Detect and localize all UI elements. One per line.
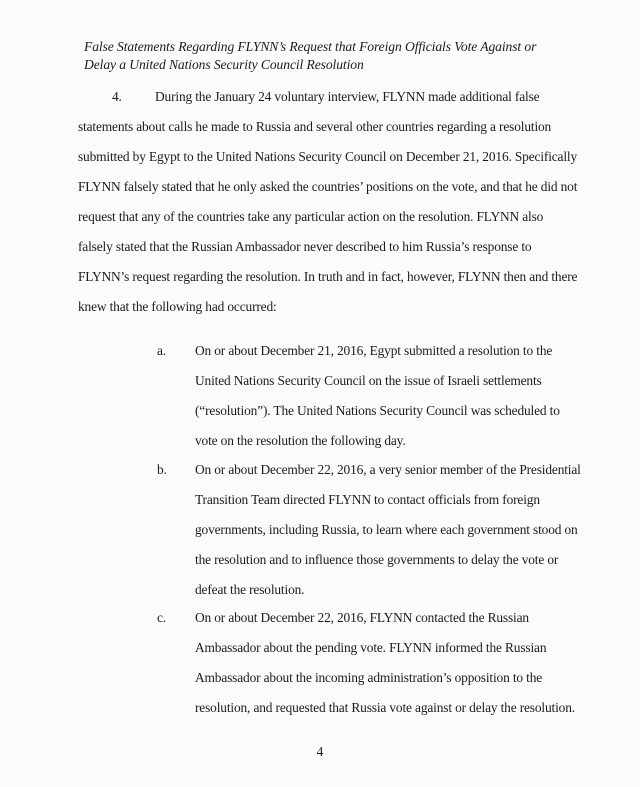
paragraph-line [78, 88, 583, 118]
subparagraph-line: (“resolution”). The United Nations Security Council was scheduled to [195, 403, 560, 418]
subparagraph-line: Ambassador about the incoming administration’s opposition to the [195, 670, 543, 685]
subparagraph-line: governments, including Russia, to learn where each government stood on [195, 522, 578, 537]
subparagraph-mark: b. [157, 462, 167, 477]
heading-line: False Statements Regarding FLYNN’s Request that Foreign Officials Vote Against or [84, 39, 537, 54]
paragraph-number: 4. [112, 89, 122, 104]
paragraph-line: falsely stated that the Russian Ambassador never described to him Russia’s response to [78, 239, 532, 254]
paragraph-line-text: During the January 24 voluntary interview, FLYNN made additional false [155, 89, 540, 104]
subparagraph-line: On or about December 22, 2016, a very senior member of the Presidential [195, 462, 581, 477]
paragraph-line: statements about calls he made to Russia and several other countries regarding a resolution [78, 119, 552, 134]
subparagraph-line: resolution, and requested that Russia vote against or delay the resolution. [195, 700, 575, 715]
subparagraph-line: On or about December 22, 2016, FLYNN contacted the Russian [195, 610, 529, 625]
paragraph-4 [78, 88, 583, 328]
section-heading [84, 38, 584, 74]
subparagraph-text [195, 461, 581, 611]
paragraph-line: request that any of the countries take any particular action on the resolution. FLYNN also [78, 209, 544, 224]
paragraph-line: FLYNN falsely stated that he only asked the countries’ positions on the vote, and that he did not [78, 179, 578, 194]
subparagraph-line: defeat the resolution. [195, 582, 305, 597]
subparagraph-mark: a. [157, 343, 166, 358]
subparagraph-line: Transition Team directed FLYNN to contact officials from foreign [195, 492, 540, 507]
heading-line: Delay a United Nations Security Council Resolution [84, 57, 364, 72]
subparagraph-line: vote on the resolution the following day. [195, 433, 406, 448]
subparagraph-line: On or about December 21, 2016, Egypt submitted a resolution to the [195, 343, 553, 358]
subparagraph-line: United Nations Security Council on the issue of Israeli settlements [195, 373, 542, 388]
paragraph-line: knew that the following had occurred: [78, 299, 277, 314]
paragraph-line: submitted by Egypt to the United Nations Security Council on December 21, 2016. Specifically [78, 149, 578, 164]
page-number: 4 [316, 744, 324, 759]
subparagraph-line: Ambassador about the pending vote. FLYNN informed the Russian [195, 640, 547, 655]
subparagraph-text [195, 342, 560, 462]
subparagraph-mark: c. [157, 610, 166, 625]
paragraph-line: FLYNN’s request regarding the resolution. In truth and in fact, however, FLYNN then and there [78, 269, 578, 284]
subparagraph-line: the resolution and to influence those governments to delay the vote or [195, 552, 559, 567]
subparagraph-text [195, 609, 575, 729]
